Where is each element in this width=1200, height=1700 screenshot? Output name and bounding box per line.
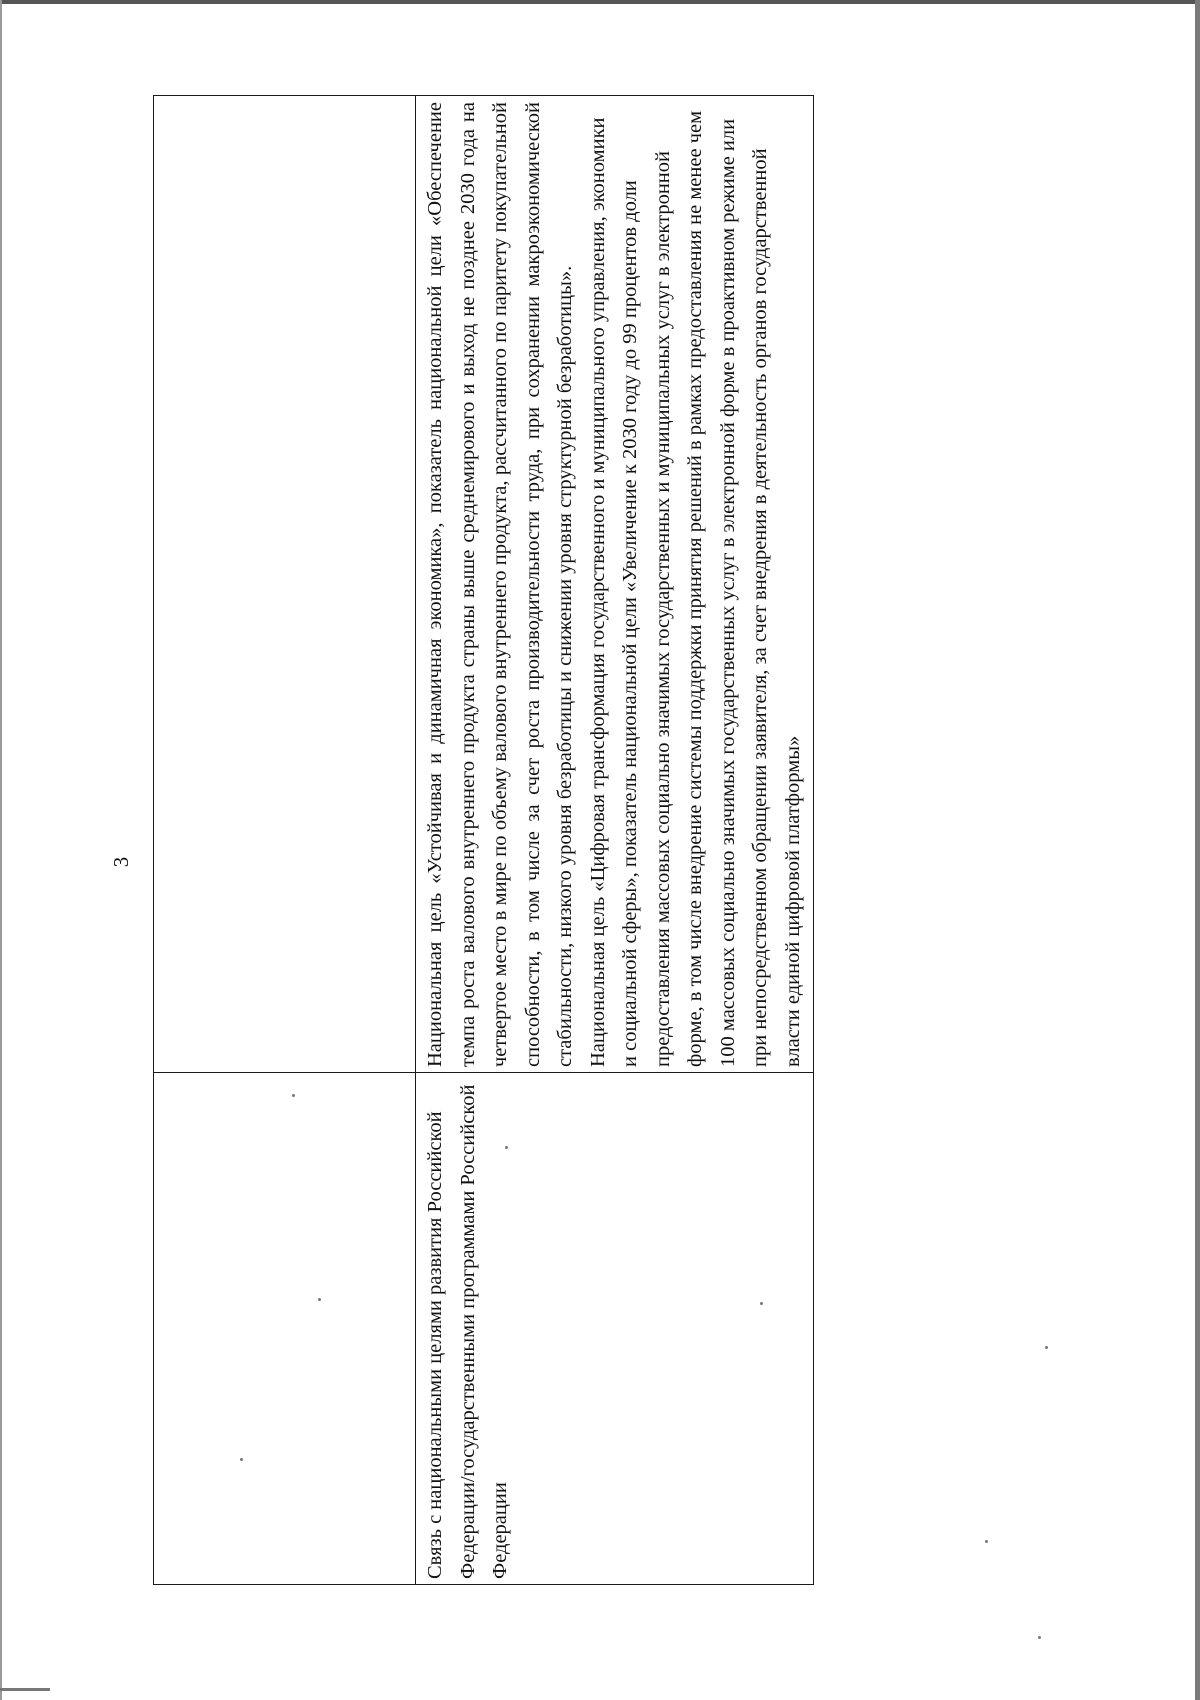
table-cell-right bbox=[416, 96, 814, 1073]
scan-edge-bottom bbox=[0, 1688, 50, 1691]
rotated-content bbox=[109, 92, 835, 1632]
scan-edge-right bbox=[1195, 0, 1200, 1700]
table-row bbox=[154, 96, 416, 1585]
table-row bbox=[416, 96, 814, 1585]
cell-paragraph: Национальная цель «Устойчивая и динамичная экономика», показатель национальной цели «Обеспечение темпа роста валового внутреннего продукта страны выше среднемирового и выход не позднее 2030 года на четвертое место в мире по объему валового внутреннего продукта, рассчитанного по паритету покупательной способности, в том числе за счет роста производительности труда, при сохранении макроэкономической стабильности, низкого уровня безработицы и снижении уровня структурной безработицы». bbox=[424, 102, 576, 1067]
table-cell-left bbox=[154, 1073, 416, 1585]
cell-paragraph: Национальная цель «Цифровая трансформация государственного и муниципального управления, экономики и социальной сферы», показатель национальной цели «Увеличение к 2030 году до 99 процентов доли предоставления массовых социально значимых государственных и муниципальных услуг в электронной форме, в том числе внедрение системы поддержки принятия решений в рамках предоставления не менее чем 100 массовых социально значимых государственных услуг в электронной форме в проактивном режиме или при непосредственном обращении заявителя, за счет внедрения в деятельность органов государственной власти единой цифровой платформы» bbox=[586, 110, 804, 1067]
scan-speck bbox=[1045, 1346, 1048, 1349]
scan-speck bbox=[1038, 1636, 1041, 1639]
table-cell-right bbox=[154, 96, 416, 1073]
page-number: 3 bbox=[109, 856, 133, 868]
scan-edge-top bbox=[0, 0, 1200, 4]
document-table bbox=[153, 95, 814, 1585]
table-cell-left: Связь с национальными целями развития Российской Федерации/государственными программами Российской Федерации bbox=[416, 1073, 814, 1585]
scan-speck bbox=[985, 1540, 988, 1543]
scan-edge-left bbox=[0, 0, 2, 1700]
